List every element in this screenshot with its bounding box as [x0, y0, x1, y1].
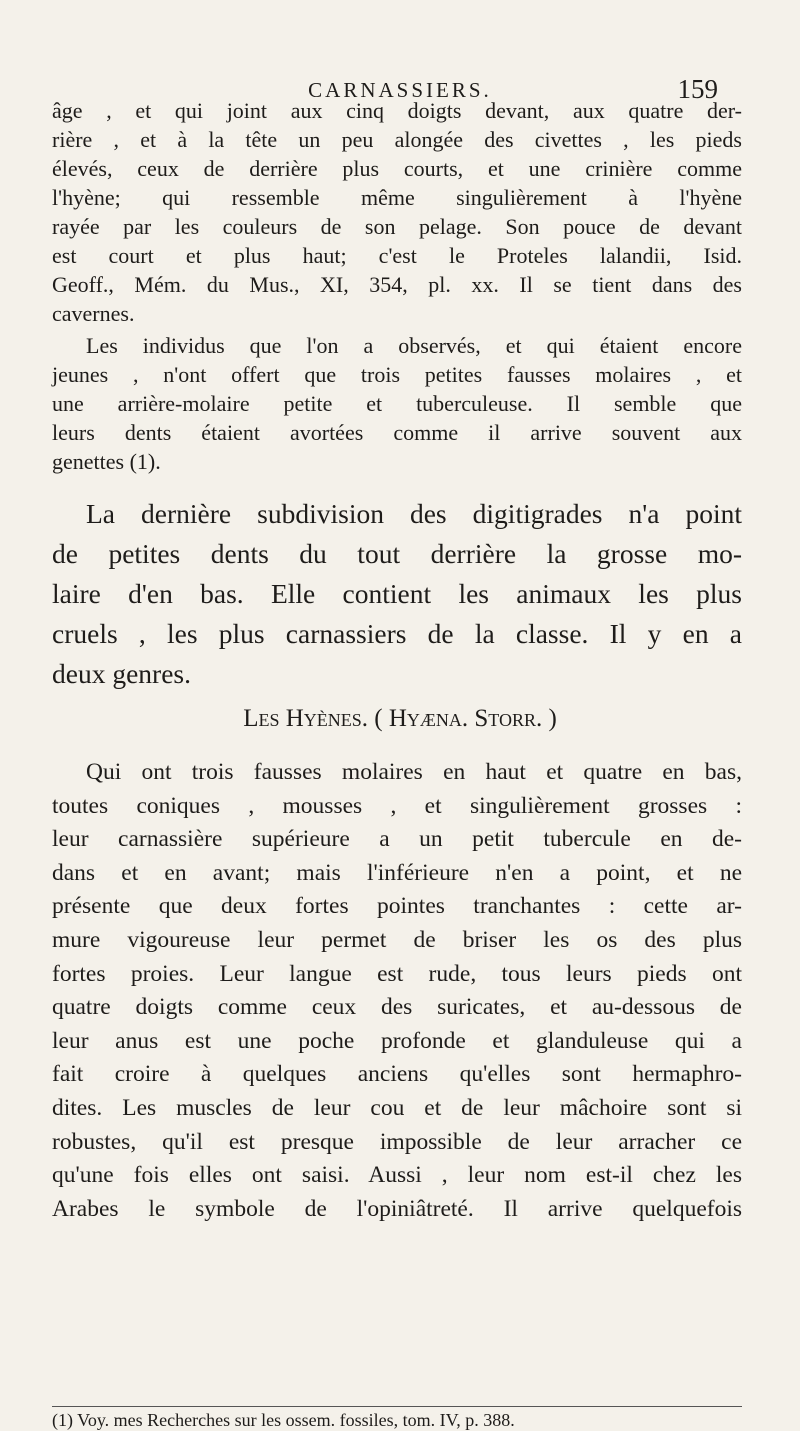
text-line: élevés, ceux de derrière plus courts, et une crinière comme: [52, 156, 742, 181]
paragraph-1: [52, 96, 742, 328]
text-line: toutes coniques , mousses , et singulièrement grosses :: [52, 792, 742, 819]
running-title: CARNASSIERS.: [308, 78, 492, 102]
text-line: Arabes le symbole de l'opiniâtreté. Il arrive quelquefois: [52, 1195, 742, 1222]
text-line: âge , et qui joint aux cinq doigts devant, aux quatre der-: [52, 98, 742, 123]
text-line: Qui ont trois fausses molaires en haut et quatre en bas,: [86, 759, 742, 785]
text-line: une arrière-molaire petite et tuberculeuse. Il semble que: [52, 391, 742, 416]
text-line: jeunes , n'ont offert que trois petites fausses molaires , et: [52, 362, 742, 387]
text-line: de petites dents du tout derrière la grosse mo-: [52, 538, 742, 569]
footnote: (1) Voy. mes Recherches sur les ossem. fossiles, tom. IV, p. 388.: [52, 1410, 515, 1430]
paragraph-3: [52, 494, 742, 694]
paragraph-2: [52, 331, 742, 476]
text-line: qu'une fois elles ont saisi. Aussi , leur nom est-il chez les: [52, 1162, 742, 1189]
text-line: présente que deux fortes pointes tranchantes : cette ar-: [52, 893, 742, 920]
text-line: quatre doigts comme ceux des suricates, et au-dessous de: [52, 994, 742, 1021]
text-line: rayée par les couleurs de son pelage. Son pouce de devant: [52, 214, 742, 239]
text-line: cruels , les plus carnassiers de la classe. Il y en a: [52, 618, 742, 649]
text-line: rière , et à la tête un peu alongée des civettes , les pieds: [52, 127, 742, 152]
section-heading: Les Hyènes. ( Hyæna. Storr. ): [243, 705, 557, 732]
text-line: fortes proies. Leur langue est rude, tous leurs pieds ont: [52, 960, 742, 987]
text-line: cavernes.: [52, 301, 135, 326]
text-line: robustes, qu'il est presque impossible de leur arracher ce: [52, 1128, 742, 1155]
text-line: genettes (1).: [52, 449, 161, 474]
text-line: leurs dents étaient avortées comme il arrive souvent aux: [52, 420, 742, 445]
footnote-divider: [52, 1406, 742, 1407]
text-line: laire d'en bas. Elle contient les animaux les plus: [52, 578, 742, 609]
text-line: leur carnassière supérieure a un petit tubercule en de-: [52, 826, 742, 853]
text-line: leur anus est une poche profonde et glanduleuse qui a: [52, 1027, 742, 1054]
text-line: Les individus que l'on a observés, et qui étaient encore: [86, 333, 742, 358]
text-line: est court et plus haut; c'est le Proteles lalandii, Isid.: [52, 243, 742, 268]
text-line: mure vigoureuse leur permet de briser les os des plus: [52, 926, 742, 953]
page-number: 159: [677, 74, 718, 104]
paragraph-4: [52, 756, 742, 1226]
text-line: La dernière subdivision des digitigrades n'a point: [86, 498, 742, 529]
text-line: dites. Les muscles de leur cou et de leur mâchoire sont si: [52, 1094, 742, 1121]
text-line: Geoff., Mém. du Mus., XI, 354, pl. xx. Il se tient dans des: [52, 272, 742, 297]
text-line: fait croire à quelques anciens qu'elles sont hermaphro-: [52, 1061, 742, 1088]
text-line: dans et en avant; mais l'inférieure n'en a point, et ne: [52, 859, 742, 886]
text-line: deux genres.: [52, 658, 191, 689]
text-line: l'hyène; qui ressemble même singulièrement à l'hyène: [52, 185, 742, 210]
